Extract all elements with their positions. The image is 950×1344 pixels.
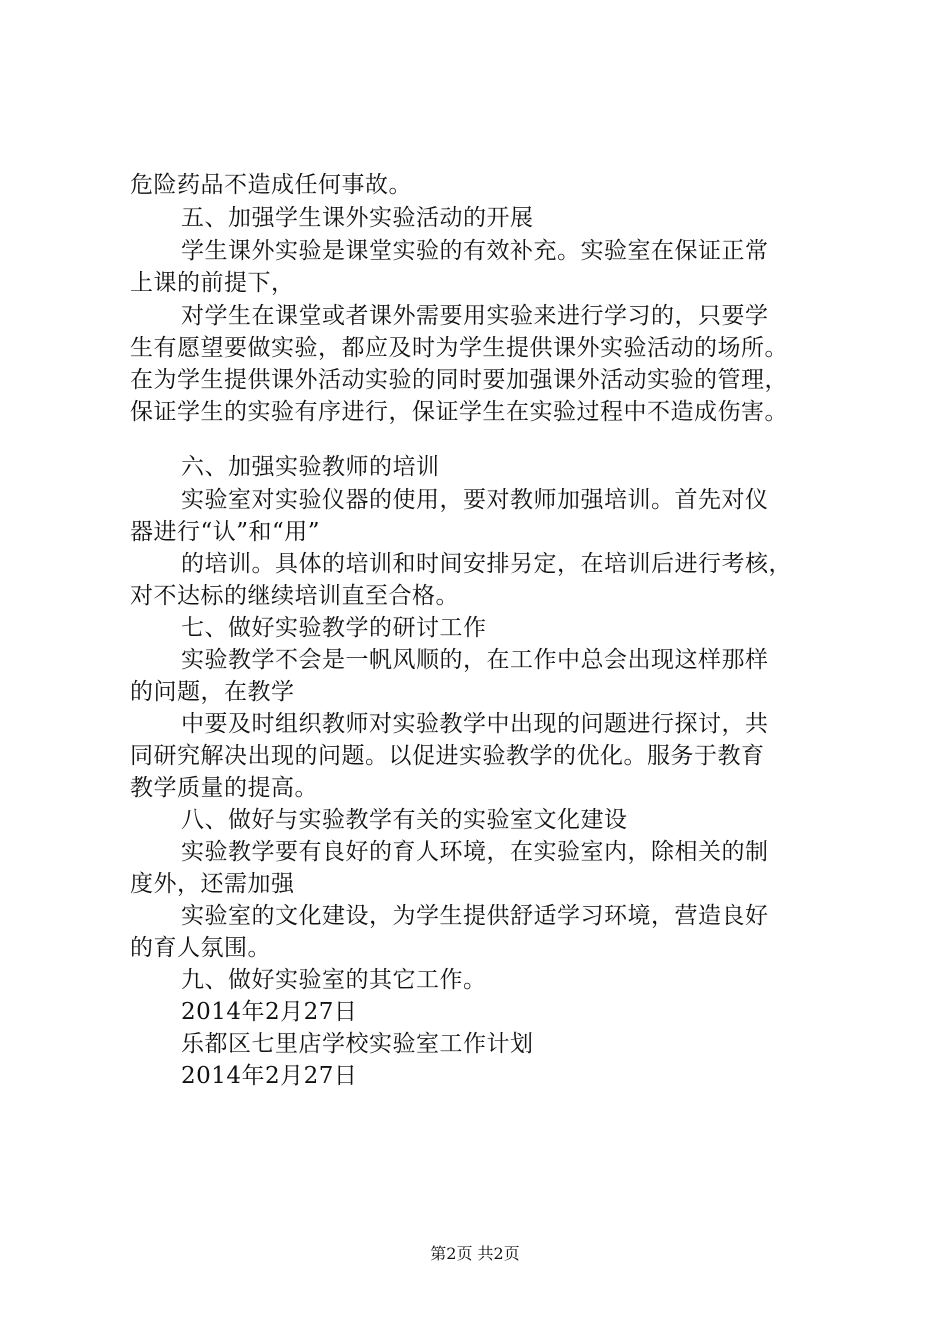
text-line: 实验教学不会是一帆风顺的，在工作中总会出现这样那样 [181, 647, 769, 673]
text-line: 同研究解决出现的问题。以促进实验教学的优化。服务于教育 [130, 743, 765, 769]
document-title-line: 乐都区七里店学校实验室工作计划 [181, 1031, 534, 1057]
text-line: 中要及时组织教师对实验教学中出现的问题进行探讨，共 [181, 711, 769, 737]
text-line: 实验室对实验仪器的使用，要对教师加强培训。首先对仪 [181, 487, 769, 513]
page-number-footer: 第2页 共2页 [430, 1244, 520, 1263]
text-line: 的育人氛围。 [130, 935, 271, 961]
text-line: 教学质量的提高。 [130, 775, 318, 801]
text-line: 对学生在课堂或者课外需要用实验来进行学习的，只要学 [181, 303, 769, 329]
text-line: 实验室的文化建设，为学生提供舒适学习环境，营造良好 [181, 903, 769, 929]
text-line: 实验教学要有良好的育人环境，在实验室内，除相关的制 [181, 839, 769, 865]
section-heading: 八、做好与实验教学有关的实验室文化建设 [181, 807, 628, 833]
section-heading: 六、加强实验教师的培训 [181, 454, 440, 480]
section-heading: 七、做好实验教学的研讨工作 [181, 615, 487, 641]
text-line: 生有愿望要做实验，都应及时为学生提供课外实验活动的场所。 [130, 335, 788, 361]
text-line: 危险药品不造成任何事故。 [130, 172, 412, 198]
text-line: 的培训。具体的培训和时间安排另定，在培训后进行考核， [181, 551, 792, 577]
date-line: 2014年2月27日 [181, 999, 358, 1025]
text-line: 上课的前提下， [130, 270, 295, 296]
text-line: 对不达标的继续培训直至合格。 [130, 583, 459, 609]
text-line: 在为学生提供课外活动实验的同时要加强课外活动实验的管理， [130, 367, 788, 393]
date-line: 2014年2月27日 [181, 1063, 358, 1089]
text-line: 度外，还需加强 [130, 871, 295, 897]
text-line: 学生课外实验是课堂实验的有效补充。实验室在保证正常 [181, 238, 769, 264]
section-heading: 九、做好实验室的其它工作。 [181, 967, 487, 993]
text-line: 器进行“认”和“用” [130, 519, 321, 545]
text-line: 的问题，在教学 [130, 679, 295, 705]
section-heading: 五、加强学生课外实验活动的开展 [181, 205, 534, 231]
text-line: 保证学生的实验有序进行，保证学生在实验过程中不造成伤害。 [130, 399, 788, 425]
